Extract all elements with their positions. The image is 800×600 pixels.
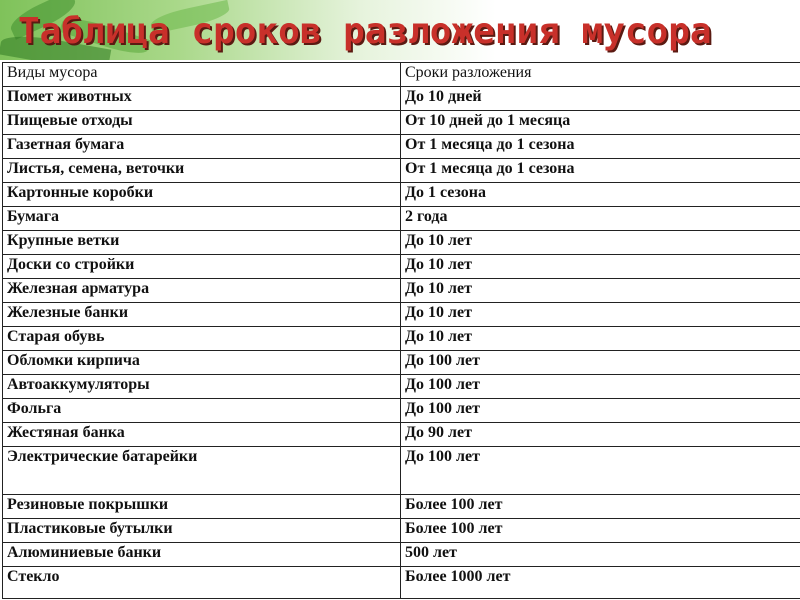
cell-waste-type: Пищевые отходы <box>3 111 401 135</box>
cell-decomposition-time: От 10 дней до 1 месяца <box>401 111 800 135</box>
page-title: Таблица сроков разложения мусора <box>18 11 712 52</box>
cell-waste-type: Железная арматура <box>3 279 401 303</box>
cell-decomposition-time: До 10 лет <box>401 279 800 303</box>
table-row <box>3 183 800 207</box>
table-row <box>3 495 800 519</box>
cell-decomposition-time: От 1 месяца до 1 сезона <box>401 159 800 183</box>
cell-decomposition-time: До 10 лет <box>401 255 800 279</box>
table-row <box>3 87 800 111</box>
table-row <box>3 327 800 351</box>
cell-decomposition-time: От 1 месяца до 1 сезона <box>401 135 800 159</box>
cell-decomposition-time: До 10 лет <box>401 327 800 351</box>
table-row <box>3 279 800 303</box>
title-banner <box>0 0 800 62</box>
cell-waste-type: Обломки кирпича <box>3 351 401 375</box>
table-row <box>3 375 800 399</box>
table-row <box>3 207 800 231</box>
cell-waste-type: Картонные коробки <box>3 183 401 207</box>
cell-decomposition-time: Более 1000 лет <box>401 567 800 599</box>
cell-waste-type: Бумага <box>3 207 401 231</box>
cell-waste-type: Железные банки <box>3 303 401 327</box>
cell-decomposition-time: Более 100 лет <box>401 519 800 543</box>
table-header-row <box>3 63 800 87</box>
table-row <box>3 423 800 447</box>
cell-waste-type: Алюминиевые банки <box>3 543 401 567</box>
decomposition-table <box>2 62 800 599</box>
cell-waste-type: Газетная бумага <box>3 135 401 159</box>
cell-decomposition-time: До 100 лет <box>401 351 800 375</box>
cell-waste-type: Старая обувь <box>3 327 401 351</box>
cell-decomposition-time: Более 100 лет <box>401 495 800 519</box>
cell-waste-type: Жестяная банка <box>3 423 401 447</box>
cell-decomposition-time: До 100 лет <box>401 399 800 423</box>
table-row <box>3 399 800 423</box>
table-row <box>3 231 800 255</box>
cell-decomposition-time: До 90 лет <box>401 423 800 447</box>
table-row <box>3 567 800 599</box>
cell-waste-type: Автоаккумуляторы <box>3 375 401 399</box>
cell-waste-type: Фольга <box>3 399 401 423</box>
table-row <box>3 111 800 135</box>
cell-waste-type: Листья, семена, веточки <box>3 159 401 183</box>
table-row <box>3 519 800 543</box>
cell-waste-type: Доски со стройки <box>3 255 401 279</box>
table-row <box>3 543 800 567</box>
table-row <box>3 159 800 183</box>
cell-waste-type: Помет животных <box>3 87 401 111</box>
cell-waste-type: Резиновые покрышки <box>3 495 401 519</box>
cell-decomposition-time: До 100 лет <box>401 447 800 495</box>
cell-waste-type: Пластиковые бутылки <box>3 519 401 543</box>
table-row <box>3 351 800 375</box>
cell-waste-type: Электрические батарейки <box>3 447 401 495</box>
table-row <box>3 135 800 159</box>
cell-waste-type: Стекло <box>3 567 401 599</box>
cell-decomposition-time: До 10 дней <box>401 87 800 111</box>
header-cell-waste-type: Виды мусора <box>3 63 401 87</box>
table-row <box>3 447 800 495</box>
cell-decomposition-time: До 1 сезона <box>401 183 800 207</box>
header-cell-decomposition-time: Сроки разложения <box>401 63 800 87</box>
cell-decomposition-time: До 10 лет <box>401 303 800 327</box>
cell-decomposition-time: До 10 лет <box>401 231 800 255</box>
table-row <box>3 255 800 279</box>
cell-waste-type: Крупные ветки <box>3 231 401 255</box>
table-row <box>3 303 800 327</box>
cell-decomposition-time: До 100 лет <box>401 375 800 399</box>
table-sheet <box>0 60 800 600</box>
cell-decomposition-time: 2 года <box>401 207 800 231</box>
cell-decomposition-time: 500 лет <box>401 543 800 567</box>
